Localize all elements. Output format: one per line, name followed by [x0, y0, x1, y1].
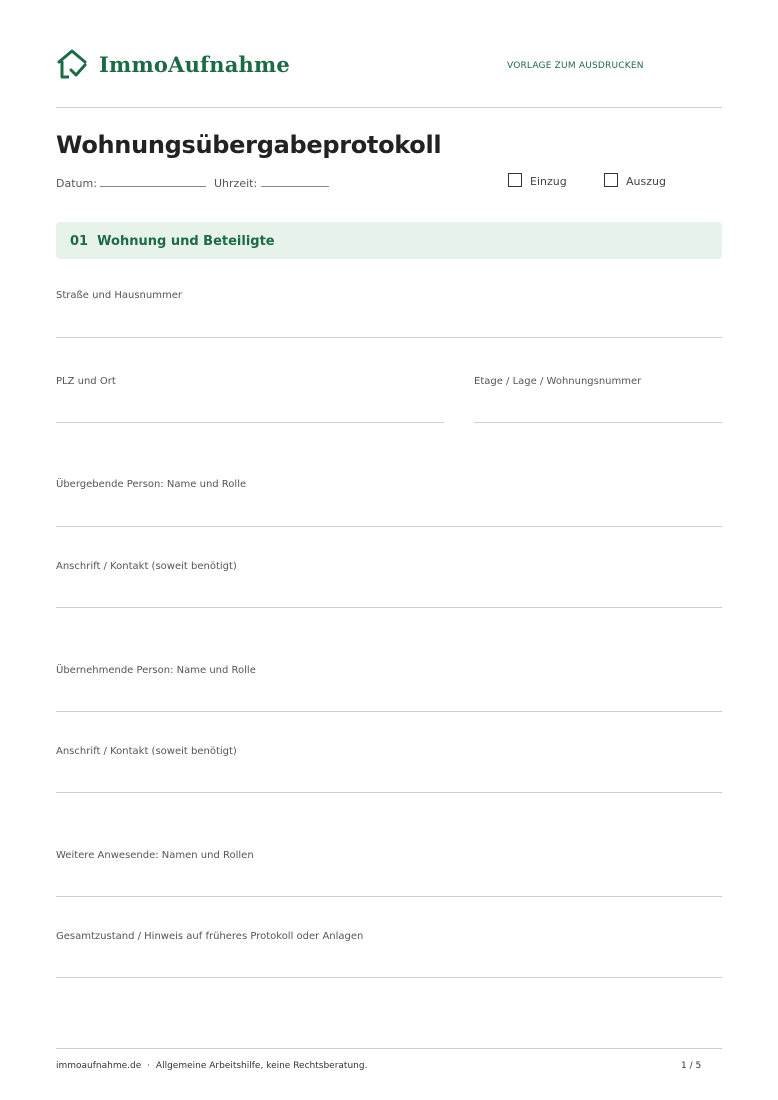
header-divider — [56, 107, 722, 108]
handing-person-label: Übergebende Person: Name und Rolle — [56, 479, 247, 490]
overall-condition-label: Gesamtzustand / Hinweis auf früheres Protokoll oder Anlagen — [56, 931, 364, 942]
footer-divider — [56, 1048, 722, 1049]
floor-label: Etage / Lage / Wohnungsnummer — [474, 376, 642, 387]
section-title-text: Wohnung und Beteiligte — [97, 234, 275, 249]
zip-city-input-line[interactable] — [56, 422, 444, 423]
date-blank[interactable] — [100, 175, 206, 187]
handing-contact-input-line[interactable] — [56, 607, 722, 608]
zip-city-label: PLZ und Ort — [56, 376, 116, 387]
handing-contact-label: Anschrift / Kontakt (soweit benötigt) — [56, 561, 237, 572]
time-field[interactable] — [214, 175, 329, 190]
street-input-line[interactable] — [56, 337, 722, 338]
time-blank[interactable] — [261, 175, 329, 187]
page-number: 1 / 5 — [681, 1061, 702, 1071]
others-present-label: Weitere Anwesende: Namen und Rollen — [56, 850, 254, 861]
others-present-input-line[interactable] — [56, 896, 722, 897]
move-out-checkbox[interactable] — [604, 173, 618, 187]
header-tagline: VORLAGE ZUM AUSDRUCKEN — [507, 61, 644, 71]
time-label: Uhrzeit: — [214, 177, 258, 190]
date-field[interactable] — [56, 175, 206, 190]
receiving-person-input-line[interactable] — [56, 711, 722, 712]
date-label: Datum: — [56, 177, 97, 190]
receiving-person-label: Übernehmende Person: Name und Rolle — [56, 665, 256, 676]
floor-input-line[interactable] — [474, 422, 722, 423]
footer-disclaimer: Allgemeine Arbeitshilfe, keine Rechtsberatung. — [155, 1061, 368, 1071]
move-in-checkbox[interactable] — [508, 173, 522, 187]
section-title — [70, 234, 275, 249]
street-label: Straße und Hausnummer — [56, 290, 182, 301]
footer-separator: · — [147, 1061, 151, 1071]
brand-name: ImmoAufnahme — [99, 52, 290, 77]
receiving-contact-input-line[interactable] — [56, 792, 722, 793]
house-check-icon — [56, 49, 88, 79]
footer-left — [56, 1061, 367, 1071]
move-out-label: Auszug — [626, 175, 666, 188]
move-in-label: Einzug — [530, 175, 567, 188]
page-title: Wohnungsübergabeprotokoll — [56, 131, 442, 159]
footer-site: immoaufnahme.de — [56, 1061, 142, 1071]
handing-person-input-line[interactable] — [56, 526, 722, 527]
receiving-contact-label: Anschrift / Kontakt (soweit benötigt) — [56, 746, 237, 757]
overall-condition-input-line[interactable] — [56, 977, 722, 978]
section-number: 01 — [70, 234, 89, 249]
